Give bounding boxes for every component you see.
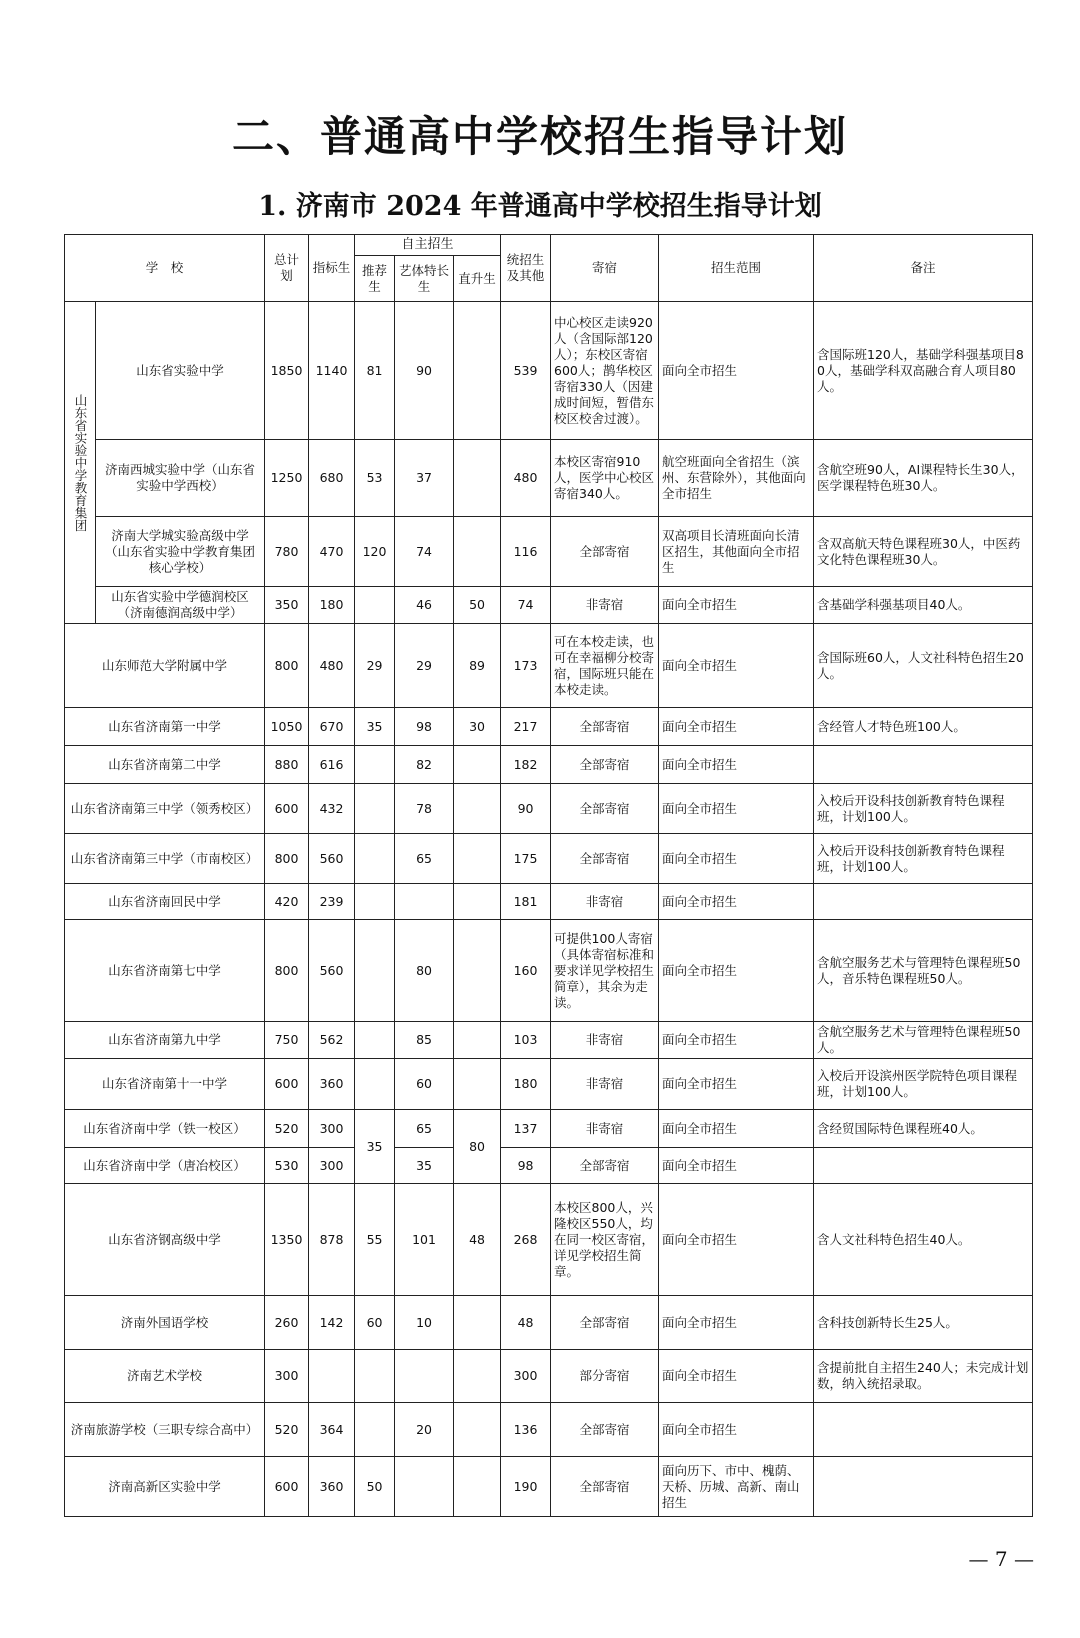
- notes-cell: 含经管人才特色班100人。: [814, 708, 1033, 746]
- unified-cell: 90: [501, 784, 551, 834]
- arts-cell: 35: [395, 1148, 454, 1184]
- direct-cell: [454, 1296, 501, 1350]
- unified-cell: 217: [501, 708, 551, 746]
- unified-cell: 175: [501, 834, 551, 884]
- notes-cell: 含航空班90人，AI课程特长生30人，医学课程特色班30人。: [814, 440, 1033, 517]
- notes-cell: 含国际班120人，基础学科强基项目80人，基础学科双高融合育人项目80人。: [814, 302, 1033, 440]
- school-cell: 山东省济南中学（铁一校区）: [65, 1110, 265, 1148]
- scope-cell: 双高项目长清班面向长清区招生，其他面向全市招生: [659, 517, 814, 587]
- unified-cell: 173: [501, 624, 551, 708]
- school-cell: 济南外国语学校: [65, 1296, 265, 1350]
- total-cell: 350: [265, 587, 309, 624]
- total-cell: 750: [265, 1022, 309, 1059]
- total-cell: 600: [265, 1059, 309, 1110]
- header-scope: 招生范围: [659, 235, 814, 302]
- table-row: [65, 517, 1033, 587]
- scope-cell: 面向全市招生: [659, 708, 814, 746]
- enrollment-plan-table: [64, 234, 1033, 1517]
- boarding-cell: 可提供100人寄宿（具体寄宿标准和要求详见学校招生简章），其余为走读。: [551, 920, 659, 1022]
- school-cell: 山东省济南中学（唐冶校区）: [65, 1148, 265, 1184]
- unified-cell: 137: [501, 1110, 551, 1148]
- quota-cell: 562: [309, 1022, 355, 1059]
- arts-cell: 101: [395, 1184, 454, 1296]
- unified-cell: 180: [501, 1059, 551, 1110]
- boarding-cell: 全部寄宿: [551, 834, 659, 884]
- group-label: 山东省实验中学教育集团: [65, 302, 96, 624]
- table-row: [65, 1022, 1033, 1059]
- scope-cell: 面向全市招生: [659, 1148, 814, 1184]
- header-arts: 艺体特长生: [395, 256, 454, 302]
- recommend-cell: 29: [355, 624, 395, 708]
- school-cell: 山东省济南第十一中学: [65, 1059, 265, 1110]
- boarding-cell: 全部寄宿: [551, 784, 659, 834]
- table-row: [65, 1110, 1033, 1148]
- scope-cell: 面向全市招生: [659, 784, 814, 834]
- boarding-cell: 非寄宿: [551, 1059, 659, 1110]
- recommend-cell: [355, 1059, 395, 1110]
- notes-cell: 含提前批自主招生240人；未完成计划数，纳入统招录取。: [814, 1350, 1033, 1403]
- recommend-cell: [355, 784, 395, 834]
- arts-cell: 80: [395, 920, 454, 1022]
- notes-cell: 含国际班60人，人文社科特色招生20人。: [814, 624, 1033, 708]
- header-unified: 统招生及其他: [501, 235, 551, 302]
- page-number: — 7 —: [968, 1547, 1034, 1571]
- recommend-cell: [355, 834, 395, 884]
- unified-cell: 300: [501, 1350, 551, 1403]
- school-cell: 济南旅游学校（三职专综合高中）: [65, 1403, 265, 1457]
- direct-cell: [454, 302, 501, 440]
- total-cell: 800: [265, 834, 309, 884]
- scope-cell: 航空班面向全省招生（滨州、东营除外），其他面向全市招生: [659, 440, 814, 517]
- scope-cell: 面向全市招生: [659, 1110, 814, 1148]
- arts-cell: 29: [395, 624, 454, 708]
- quota-cell: 180: [309, 587, 355, 624]
- scope-cell: 面向全市招生: [659, 624, 814, 708]
- boarding-cell: 全部寄宿: [551, 1457, 659, 1517]
- quota-cell: 300: [309, 1148, 355, 1184]
- total-cell: 1050: [265, 708, 309, 746]
- school-cell: 济南大学城实验高级中学（山东省实验中学教育集团核心学校）: [96, 517, 265, 587]
- arts-cell: 65: [395, 834, 454, 884]
- direct-cell: [454, 1022, 501, 1059]
- total-cell: 530: [265, 1148, 309, 1184]
- unified-cell: 98: [501, 1148, 551, 1184]
- scope-cell: 面向全市招生: [659, 884, 814, 920]
- boarding-cell: 全部寄宿: [551, 1148, 659, 1184]
- recommend-cell: [355, 587, 395, 624]
- direct-cell: [454, 746, 501, 784]
- recommend-cell: 120: [355, 517, 395, 587]
- notes-cell: 入校后开设科技创新教育特色课程班，计划100人。: [814, 784, 1033, 834]
- notes-cell: 含经贸国际特色课程班40人。: [814, 1110, 1033, 1148]
- quota-cell: 364: [309, 1403, 355, 1457]
- scope-cell: 面向全市招生: [659, 920, 814, 1022]
- table-row: [65, 1457, 1033, 1517]
- direct-cell: 80: [454, 1110, 501, 1184]
- scope-cell: 面向全市招生: [659, 834, 814, 884]
- boarding-cell: 部分寄宿: [551, 1350, 659, 1403]
- table-row: [65, 746, 1033, 784]
- unified-cell: 160: [501, 920, 551, 1022]
- quota-cell: 560: [309, 834, 355, 884]
- notes-cell: [814, 1457, 1033, 1517]
- arts-cell: 82: [395, 746, 454, 784]
- notes-cell: 入校后开设滨州医学院特色项目课程班，计划100人。: [814, 1059, 1033, 1110]
- quota-cell: 360: [309, 1457, 355, 1517]
- total-cell: 1250: [265, 440, 309, 517]
- direct-cell: [454, 440, 501, 517]
- unified-cell: 103: [501, 1022, 551, 1059]
- quota-cell: 616: [309, 746, 355, 784]
- quota-cell: 432: [309, 784, 355, 834]
- table-row: [65, 784, 1033, 834]
- total-cell: 880: [265, 746, 309, 784]
- header-quota: 指标生: [309, 235, 355, 302]
- recommend-cell: [355, 746, 395, 784]
- boarding-cell: 本校区800人，兴隆校区550人，均在同一校区寄宿，详见学校招生简章。: [551, 1184, 659, 1296]
- unified-cell: 74: [501, 587, 551, 624]
- table-row: [65, 1296, 1033, 1350]
- quota-cell: 680: [309, 440, 355, 517]
- header-boarding: 寄宿: [551, 235, 659, 302]
- total-cell: 1350: [265, 1184, 309, 1296]
- header-total: 总计划: [265, 235, 309, 302]
- header-self-enroll: 自主招生: [355, 235, 501, 256]
- total-cell: 600: [265, 1457, 309, 1517]
- notes-cell: 含双高航天特色课程班30人，中医药文化特色课程班30人。: [814, 517, 1033, 587]
- notes-cell: 入校后开设科技创新教育特色课程班，计划100人。: [814, 834, 1033, 884]
- school-cell: 山东省实验中学: [96, 302, 265, 440]
- boarding-cell: 非寄宿: [551, 1110, 659, 1148]
- total-cell: 420: [265, 884, 309, 920]
- scope-cell: 面向全市招生: [659, 1403, 814, 1457]
- notes-cell: [814, 746, 1033, 784]
- unified-cell: 539: [501, 302, 551, 440]
- recommend-cell: [355, 884, 395, 920]
- arts-cell: 10: [395, 1296, 454, 1350]
- scope-cell: 面向历下、市中、槐荫、天桥、历城、高新、南山招生: [659, 1457, 814, 1517]
- quota-cell: 470: [309, 517, 355, 587]
- notes-cell: 含人文社科特色招生40人。: [814, 1184, 1033, 1296]
- direct-cell: [454, 834, 501, 884]
- school-cell: 山东省济南第一中学: [65, 708, 265, 746]
- arts-cell: 74: [395, 517, 454, 587]
- table-title: 1. 济南市 2024 年普通高中学校招生指导计划: [258, 191, 822, 222]
- school-cell: 山东省济南第三中学（领秀校区）: [65, 784, 265, 834]
- direct-cell: [454, 1059, 501, 1110]
- quota-cell: 560: [309, 920, 355, 1022]
- notes-cell: [814, 1403, 1033, 1457]
- boarding-cell: 非寄宿: [551, 1022, 659, 1059]
- notes-cell: 含科技创新特长生25人。: [814, 1296, 1033, 1350]
- header-direct: 直升生: [454, 256, 501, 302]
- total-cell: 300: [265, 1350, 309, 1403]
- table-row: [65, 440, 1033, 517]
- arts-cell: 60: [395, 1059, 454, 1110]
- arts-cell: 90: [395, 302, 454, 440]
- notes-cell: 含航空服务艺术与管理特色课程班50人，音乐特色课程班50人。: [814, 920, 1033, 1022]
- table-row: [65, 1350, 1033, 1403]
- notes-cell: [814, 1148, 1033, 1184]
- school-cell: 山东省济南回民中学: [65, 884, 265, 920]
- boarding-cell: 本校区寄宿910人，医学中心校区寄宿340人。: [551, 440, 659, 517]
- school-cell: 山东省济南第三中学（市南校区）: [65, 834, 265, 884]
- arts-cell: [395, 1350, 454, 1403]
- quota-cell: 300: [309, 1110, 355, 1148]
- quota-cell: 1140: [309, 302, 355, 440]
- boarding-cell: 全部寄宿: [551, 746, 659, 784]
- recommend-cell: 60: [355, 1296, 395, 1350]
- school-cell: 山东省济钢高级中学: [65, 1184, 265, 1296]
- unified-cell: 190: [501, 1457, 551, 1517]
- school-cell: 山东省济南第二中学: [65, 746, 265, 784]
- direct-cell: 50: [454, 587, 501, 624]
- table-row: [65, 834, 1033, 884]
- arts-cell: 98: [395, 708, 454, 746]
- arts-cell: [395, 1457, 454, 1517]
- school-cell: 济南高新区实验中学: [65, 1457, 265, 1517]
- total-cell: 800: [265, 920, 309, 1022]
- table-row: [65, 884, 1033, 920]
- recommend-cell: 35: [355, 708, 395, 746]
- arts-cell: 37: [395, 440, 454, 517]
- recommend-cell: [355, 1350, 395, 1403]
- recommend-cell: [355, 1403, 395, 1457]
- scope-cell: 面向全市招生: [659, 587, 814, 624]
- scope-cell: 面向全市招生: [659, 302, 814, 440]
- unified-cell: 480: [501, 440, 551, 517]
- page-title: 二、普通高中学校招生指导计划: [231, 112, 848, 161]
- total-cell: 800: [265, 624, 309, 708]
- header-school: 学 校: [65, 235, 265, 302]
- direct-cell: [454, 1403, 501, 1457]
- total-cell: 780: [265, 517, 309, 587]
- quota-cell: 670: [309, 708, 355, 746]
- table-row: [65, 1059, 1033, 1110]
- direct-cell: [454, 920, 501, 1022]
- school-cell: 济南西城实验中学（山东省实验中学西校）: [96, 440, 265, 517]
- school-cell: 山东省济南第九中学: [65, 1022, 265, 1059]
- table-row: [65, 1148, 1033, 1184]
- recommend-cell: 55: [355, 1184, 395, 1296]
- school-cell: 山东省济南第七中学: [65, 920, 265, 1022]
- boarding-cell: 全部寄宿: [551, 1403, 659, 1457]
- quota-cell: 142: [309, 1296, 355, 1350]
- total-cell: 520: [265, 1110, 309, 1148]
- scope-cell: 面向全市招生: [659, 746, 814, 784]
- direct-cell: 89: [454, 624, 501, 708]
- direct-cell: [454, 1350, 501, 1403]
- direct-cell: [454, 884, 501, 920]
- unified-cell: 268: [501, 1184, 551, 1296]
- table-row: [65, 587, 1033, 624]
- total-cell: 600: [265, 784, 309, 834]
- quota-cell: 239: [309, 884, 355, 920]
- direct-cell: 30: [454, 708, 501, 746]
- arts-cell: [395, 884, 454, 920]
- header-recommend: 推荐生: [355, 256, 395, 302]
- recommend-cell: 81: [355, 302, 395, 440]
- direct-cell: [454, 517, 501, 587]
- total-cell: 520: [265, 1403, 309, 1457]
- boarding-cell: 全部寄宿: [551, 1296, 659, 1350]
- direct-cell: 48: [454, 1184, 501, 1296]
- arts-cell: 85: [395, 1022, 454, 1059]
- notes-cell: 含基础学科强基项目40人。: [814, 587, 1033, 624]
- school-cell: 济南艺术学校: [65, 1350, 265, 1403]
- boarding-cell: 中心校区走读920人（含国际部120人）；东校区寄宿600人；鹊华校区寄宿330人（因建成时间短，暂借东校区校舍过渡）。: [551, 302, 659, 440]
- total-cell: 260: [265, 1296, 309, 1350]
- unified-cell: 182: [501, 746, 551, 784]
- arts-cell: 20: [395, 1403, 454, 1457]
- scope-cell: 面向全市招生: [659, 1022, 814, 1059]
- direct-cell: [454, 784, 501, 834]
- recommend-cell: [355, 1022, 395, 1059]
- table-row: [65, 302, 1033, 440]
- recommend-cell: [355, 920, 395, 1022]
- quota-cell: [309, 1350, 355, 1403]
- boarding-cell: 全部寄宿: [551, 517, 659, 587]
- arts-cell: 78: [395, 784, 454, 834]
- table-row: [65, 1403, 1033, 1457]
- scope-cell: 面向全市招生: [659, 1059, 814, 1110]
- unified-cell: 181: [501, 884, 551, 920]
- scope-cell: 面向全市招生: [659, 1184, 814, 1296]
- boarding-cell: 非寄宿: [551, 587, 659, 624]
- unified-cell: 48: [501, 1296, 551, 1350]
- table-row: [65, 1184, 1033, 1296]
- school-cell: 山东省实验中学德润校区（济南德润高级中学）: [96, 587, 265, 624]
- recommend-cell: 53: [355, 440, 395, 517]
- boarding-cell: 全部寄宿: [551, 708, 659, 746]
- school-cell: 山东师范大学附属中学: [65, 624, 265, 708]
- notes-cell: [814, 884, 1033, 920]
- boarding-cell: 可在本校走读，也可在幸福柳分校寄宿，国际班只能在本校走读。: [551, 624, 659, 708]
- unified-cell: 116: [501, 517, 551, 587]
- unified-cell: 136: [501, 1403, 551, 1457]
- arts-cell: 65: [395, 1110, 454, 1148]
- scope-cell: 面向全市招生: [659, 1350, 814, 1403]
- header-notes: 备注: [814, 235, 1033, 302]
- table-row: [65, 624, 1033, 708]
- quota-cell: 878: [309, 1184, 355, 1296]
- table-row: [65, 708, 1033, 746]
- arts-cell: 46: [395, 587, 454, 624]
- recommend-cell: 35: [355, 1110, 395, 1184]
- notes-cell: 含航空服务艺术与管理特色课程班50人。: [814, 1022, 1033, 1059]
- table-row: [65, 920, 1033, 1022]
- scope-cell: 面向全市招生: [659, 1296, 814, 1350]
- boarding-cell: 非寄宿: [551, 884, 659, 920]
- direct-cell: [454, 1457, 501, 1517]
- total-cell: 1850: [265, 302, 309, 440]
- quota-cell: 360: [309, 1059, 355, 1110]
- quota-cell: 480: [309, 624, 355, 708]
- recommend-cell: 50: [355, 1457, 395, 1517]
